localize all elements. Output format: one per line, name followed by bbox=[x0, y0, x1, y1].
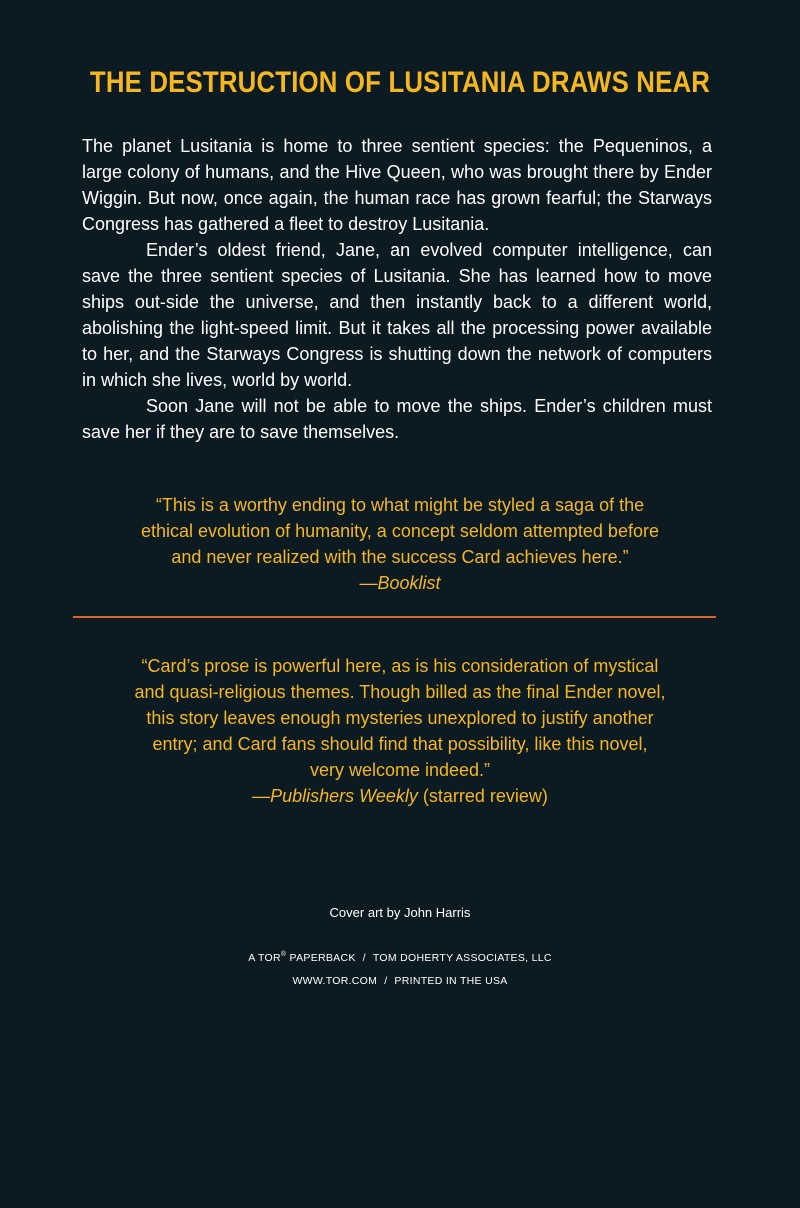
quote-line: and never realized with the success Card achieves here.” bbox=[171, 547, 629, 567]
separator: / bbox=[362, 952, 366, 964]
imprint-label: A TOR bbox=[248, 952, 281, 964]
cover-art-credit: Cover art by John Harris bbox=[329, 905, 471, 920]
section-divider bbox=[73, 616, 716, 618]
quote-attribution bbox=[60, 570, 740, 596]
quote-line: “This is a worthy ending to what might be styled a saga of the bbox=[155, 495, 645, 515]
separator: / bbox=[384, 975, 388, 987]
quote-note: (starred review) bbox=[417, 786, 548, 806]
quote-line: very welcome indeed.” bbox=[309, 760, 491, 780]
publisher-website: WWW.TOR.COM bbox=[292, 975, 378, 987]
publisher-line-1 bbox=[0, 951, 800, 964]
quote-line: ethical evolution of humanity, a concept seldom attempted before bbox=[141, 521, 659, 541]
review-quote-booklist bbox=[60, 492, 740, 596]
synopsis-paragraph-3: Soon Jane will not be able to move the ships. Ender’s children must save her if they are to save themselves. bbox=[82, 396, 712, 442]
quote-source: Publishers Weekly bbox=[270, 786, 418, 806]
quote-line: this story leaves enough mysteries unexplored to justify another bbox=[146, 708, 654, 728]
quote-line: entry; and Card fans should find that possibility, like this novel, bbox=[152, 734, 648, 754]
print-location: PRINTED IN THE USA bbox=[394, 975, 508, 987]
synopsis-paragraph-2: Ender’s oldest friend, Jane, an evolved computer intelligence, can save the three sentient species of Lusitania. She has learned how to move ships out-side the universe, and then instantly back to a different world, abolishing the light-speed limit. But it takes all the processing power available to her, and the Starways Congress is shutting down the network of computers in which she lives, world by world. bbox=[82, 240, 712, 390]
publisher-name: TOM DOHERTY ASSOCIATES, LLC bbox=[372, 952, 552, 964]
quote-line: and quasi-religious themes. Though billed as the final Ender novel, bbox=[134, 682, 666, 702]
quote-line: “Card’s prose is powerful here, as is his consideration of mystical bbox=[141, 656, 659, 676]
synopsis bbox=[82, 133, 712, 445]
review-quote-publishers-weekly bbox=[60, 653, 740, 809]
registered-mark: ® bbox=[280, 951, 287, 958]
imprint-format: PAPERBACK bbox=[286, 952, 356, 964]
synopsis-paragraph-1: The planet Lusitania is home to three sentient species: the Pequeninos, a large colony of humans, and the Hive Queen, who was brought there by Ender Wiggin. But now, once again, the human race has grown fearful; the Starways Congress has gathered a fleet to destroy Lusitania. bbox=[82, 136, 712, 234]
attribution-dash: — bbox=[359, 573, 378, 593]
attribution-dash: — bbox=[252, 786, 271, 806]
quote-attribution bbox=[60, 783, 740, 809]
quote-source: Booklist bbox=[377, 573, 441, 593]
publisher-line-2 bbox=[0, 975, 800, 987]
headline: THE DESTRUCTION OF LUSITANIA DRAWS NEAR bbox=[89, 66, 711, 99]
